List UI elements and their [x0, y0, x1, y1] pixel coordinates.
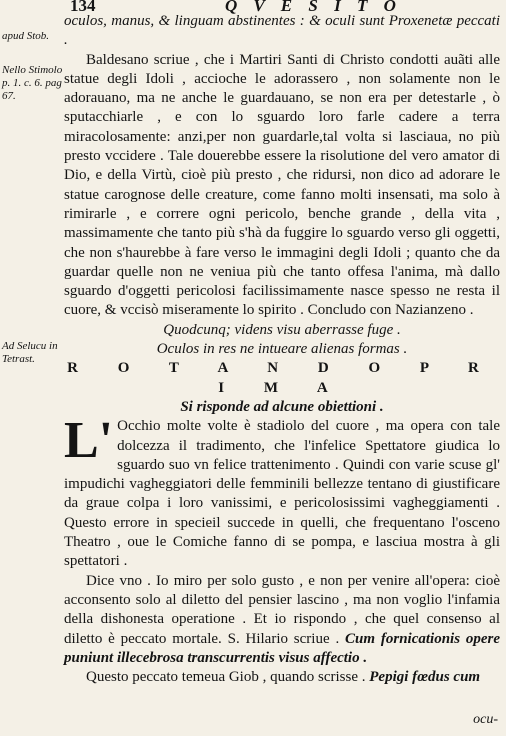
running-title: Q V E S I T O	[225, 0, 402, 15]
paragraph: Baldesano scriue , che i Martiri Santi di Christo condotti auãti alle statue degli Idoli , accioche le adorassero , non solamente non le adorauano, ma ne anche le guardauano, se non era per detestarle , ò sputacchiarle , e con lo sguardo loro farle cadere a terra miracolosamente: anzi,per non guardarle,tal volta si lasciaua, no più presto vccidere . Tale douerebbe essere la risolutione del vero amator di Dio, e della Virtù, cioè più presto , che ridursi, non dico ad adorare le statue carognose delle creature, come fanno molti insensati, ma solo à rimirarle , e correre ogni pericolo, benche grande , della vita , massimamente che tanto più s'hà da fuggire lo sguardo verso gli oggetti, che non s'haurebbe à fare verso le immagini degli Idoli ; quanto che da guardar quelle non ne veniua più che tanto offesa l'anima, mà dallo sguardo d'oggetti pericolosi facilissimamente nasce spesso ne resta il cuore, & vccisò miseramente lo spirito . Concludo con Nazianzeno .	[64, 51, 500, 319]
paragraph: oculos, manus, & linguam abstinentes : & oculi sunt Proxenetæ peccati .	[64, 13, 500, 49]
catchword: ocu-	[473, 712, 498, 727]
paragraph	[64, 572, 500, 668]
latin-quote: Cum fornicationis opere puniunt illecebrosa transcurrentis visus affectio .	[64, 630, 501, 666]
section-subtitle: Si risponde ad alcune obiettioni .	[180, 398, 384, 415]
paragraph-text: Questo peccato temeua Giob , quando scrisse .	[86, 669, 366, 686]
page-number: 134	[70, 0, 96, 15]
paragraph	[64, 412, 500, 571]
section-title: R O T A N D O P R I M A	[67, 360, 497, 396]
paragraph-text: Dice vno . Io miro per solo gusto , e non per venire all'opera: cioè acconsento solo al diletto del pensier lascino , ma non voglio l'infamia della dishonesta operatione . Et io rispondo , che quel consenso al diletto è peccato mortale. S. Hilario scriue .	[64, 572, 500, 647]
body-text	[64, 12, 500, 687]
paragraph	[64, 668, 500, 687]
latin-quote: Quodcunq; videns visu aberrasse fuge .	[163, 321, 401, 338]
paragraph-text: Occhio molte volte è stadiolo del cuore , ma opera con tale dolcezza il tradimento, che l'infelice Spettatore giudica lo sguardo suo vn felice trattenimento . Quindi con varie scuse gl' impudichi vagheggiatori delle femminili bellezze tentano di giustificare da graue colpa i loro vanissimi, e pericolosissimi vagheggiamenti . Questo errore in specieil succede in quelli, che frequentano l'osceno Theatro , oue le Comiche fanno di se pompa, e lasciua mostra à gli spettatori .	[64, 418, 500, 570]
margin-note: apud Stob.	[2, 30, 50, 42]
latin-quote: Oculos in res ne intueare alienas formas .	[156, 341, 408, 358]
latin-quote: Pepigi fœdus cum	[369, 669, 481, 686]
drop-cap: L'	[64, 412, 114, 470]
margin-note: Ad Selucu in Tetrast.	[2, 340, 58, 365]
margin-note: Nello Stimolo p. 1. c. 6. pag 67.	[2, 64, 63, 102]
